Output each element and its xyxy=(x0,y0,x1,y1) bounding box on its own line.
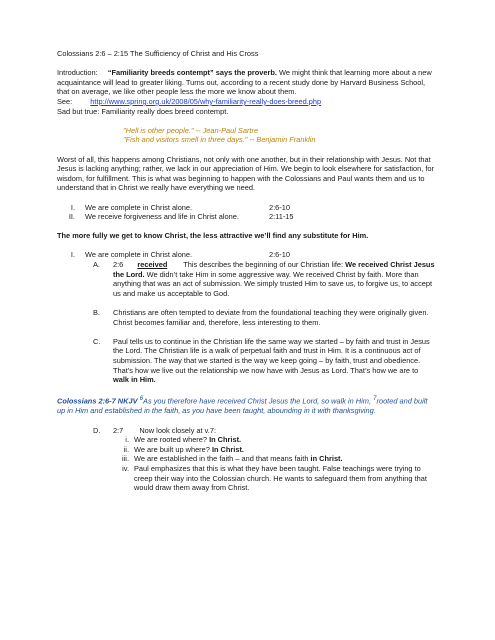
point-bold-end: walk in Him. xyxy=(113,375,156,385)
section-heading xyxy=(57,250,435,260)
scripture-text: As you therefore have received Christ Jesus the Lord, so walk in Him, xyxy=(143,396,371,406)
section-number: I. xyxy=(70,250,75,260)
point-label: B. xyxy=(93,308,100,318)
introduction-paragraph xyxy=(57,68,435,97)
section-ref: 2:6-10 xyxy=(269,250,290,260)
point-b xyxy=(57,308,435,327)
point-a xyxy=(57,260,435,298)
sub-point-number: iv. xyxy=(122,464,129,473)
point-label: A. xyxy=(93,260,100,270)
sub-point xyxy=(57,435,435,445)
point-text: Paul tells us to continue in the Christian life the same way we started – by faith and trust in Jesus the Lord. The Christian life is a walk of perpetual faith and trust in Him. It is a continuous act of submission. The way that we started is the way we keep going – by faith, trust and obedience. That’s how we live out the relationship we now have with Jesus as Lord. That’s how we are to xyxy=(113,336,430,375)
point-d xyxy=(57,426,435,436)
sub-point-number: i. xyxy=(125,435,129,445)
thesis-statement: The more fully we get to know Christ, the less attractive we’ll find any substitute for Him. xyxy=(57,231,369,241)
sub-point xyxy=(57,445,435,455)
sad-line: Sad but true: Familiarity really does breed contempt. xyxy=(57,106,229,116)
point-verse: 2:6 xyxy=(113,260,124,270)
intro-heading: “Familiarity breeds contempt” says the proverb. xyxy=(107,68,277,78)
sub-point-bold: In Christ. xyxy=(209,435,242,445)
intro-label: Introduction: xyxy=(57,68,98,78)
point-verse: 2:7 xyxy=(113,425,124,435)
reference-link[interactable]: http://www.spring.org.uk/2008/05/why-familiarity-really-does-breed.php xyxy=(90,96,322,106)
sub-point-text: We are established in the faith – and that means faith xyxy=(134,454,309,464)
sub-point xyxy=(57,454,435,464)
sub-point-text: Paul emphasizes that this is what they have been taught. False teachings were trying to creep their way into the Colossian church. He wants to safeguard them from anything that would draw them away from Christ. xyxy=(134,464,427,493)
point-label: C. xyxy=(93,336,101,346)
point-keyword: received xyxy=(137,260,168,270)
outline-summary-item xyxy=(57,203,435,213)
worst-paragraph: Worst of all, this happens among Christians, not only with one another, but in their relationship with Jesus. Not that Jesus is lacking anything; rather, we lack in our appreciation of Him. We begin to look elsewhere for satisfaction, for wisdom, for fulfillment. This is what was beginning to happen with the Colossians and Paul wants them and us to understand that in Christ we really have everything we need. xyxy=(57,154,434,193)
sub-point-text: We are rooted where? xyxy=(134,435,207,445)
outline-summary-item xyxy=(57,212,435,222)
sub-point-bold: In Christ. xyxy=(211,444,244,454)
point-intro: Now look closely at v.7: xyxy=(139,425,217,435)
see-line xyxy=(57,97,435,107)
outline-ref: 2:11-15 xyxy=(269,212,294,222)
sub-point-bold: in Christ. xyxy=(310,454,343,464)
outline-text: We are complete in Christ alone. xyxy=(85,202,193,212)
quote-sartre: "Hell is other people." -- Jean-Paul Sartre xyxy=(123,125,259,135)
outline-number: II. xyxy=(68,212,75,222)
outline-ref: 2:6-10 xyxy=(269,202,290,212)
sub-point xyxy=(57,464,435,493)
see-label: See: xyxy=(57,96,73,106)
scripture-passage xyxy=(57,394,435,416)
outline-number: I. xyxy=(70,202,75,212)
point-c xyxy=(57,337,435,385)
intro-text: We might think that learning more about a new acquaintance will lead to greater liking. Turns out, according to a recent study done by Harvard Business School, that on average, we like other people less the more we know about them. xyxy=(57,68,432,97)
scripture-text: rooted and built up in Him and established in the faith, as you have been taught, abounding in it with thanksgiving. xyxy=(57,396,428,416)
point-label: D. xyxy=(93,425,101,435)
point-bold: We received Christ Jesus the Lord. xyxy=(113,260,435,279)
outline-text: We receive forgiveness and life in Christ alone. xyxy=(85,212,239,222)
verse-number: 6 xyxy=(139,395,144,403)
point-text: Christians are often tempted to deviate from the foundational teaching they were originally given. Christ becomes familiar and, therefore, less interesting to them. xyxy=(113,308,429,327)
point-rest: We didn’t take Him in some aggressive way. We received Christ by faith. More than anything that was an act of submission. We simply trusted Him to save us, to forgive us, to accept us and make us acceptable to God. xyxy=(113,269,433,298)
sub-point-number: ii. xyxy=(123,444,129,454)
quote-franklin: "Fish and visitors smell in three days." -- Benjamin Franklin xyxy=(123,135,316,145)
point-lead: This describes the beginning of our Christian life: xyxy=(183,260,344,270)
verse-number: 7 xyxy=(373,395,377,403)
sub-point-number: iii. xyxy=(122,454,129,464)
scripture-reference: Colossians 2:6-7 NKJV xyxy=(57,396,138,406)
section-text: We are complete in Christ alone. xyxy=(85,250,193,260)
sub-point-text: We are built up where? xyxy=(134,444,210,454)
document-title: Colossians 2:6 – 2:15 The Sufficiency of Christ and His Cross xyxy=(57,49,259,58)
